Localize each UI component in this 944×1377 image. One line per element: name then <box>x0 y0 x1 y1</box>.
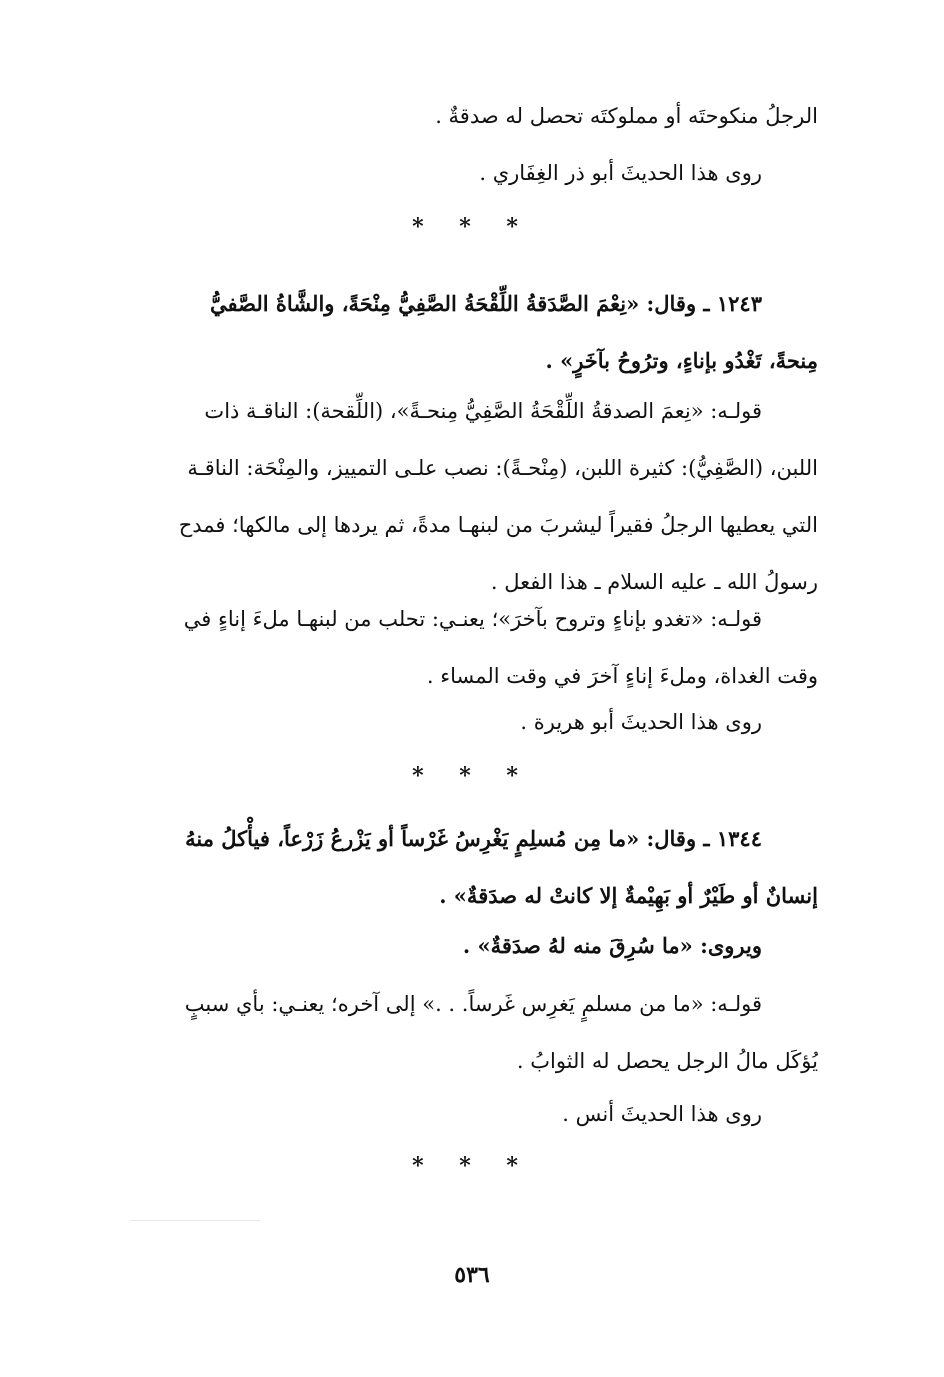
hadith-1344-variant <box>104 917 818 974</box>
text-line: الرجلُ منكوحتَه أو مملوكتَه تحصل له صدقةٌ . <box>435 104 818 128</box>
narrator-line: روى هذا الحديثَ أبو هريرة . <box>520 710 762 734</box>
section-separator: * * * <box>412 1153 532 1179</box>
explanation-line: قولـه: «ما من مسلمٍ يَغرِس غَرساً. . .» إلى آخره؛ يعنـي: بأي سببٍ <box>184 992 762 1016</box>
hadith-1243-narrator <box>104 694 818 751</box>
explanation-line: قولـه: «تغدو بإناءٍ وتروح بآخرَ»؛ يعنـي: تحلب من لبنهـا ملءَ إناءٍ في <box>183 607 762 631</box>
hadith-1243-text <box>104 275 818 389</box>
variant-line: ويروى: «ما سُرِقَ منه لهُ صدَقةٌ» . <box>462 933 762 958</box>
hadith-1243-explanation-2 <box>104 591 818 705</box>
hadith-line: إنسانٌ أو طَيْرٌ أو بَهِيْمةٌ إلا كانتْ له صدَقةٌ» . <box>439 883 818 908</box>
hadith-1344-explanation <box>104 976 818 1090</box>
narrator-line: روى هذا الحديثَ أبو ذر الغِفَاري . <box>479 161 762 185</box>
explanation-line: التي يعطيها الرجلُ فقيراً ليشربَ من لبنهـا مدةً، ثم يردها إلى مالكها؛ فمدح <box>178 513 818 537</box>
top-paragraph <box>104 88 818 202</box>
hadith-line: ١٣٤٤ ـ وقال: «ما مِن مُسلِمٍ يَغْرِسُ غَرْساً أو يَزْرعُ زَرْعاً، فيأْكلُ منهُ <box>185 826 762 851</box>
hadith-line: مِنحةً، تَغْدُو بإناءٍ، وترُوحُ بآخَرٍ» . <box>545 348 818 373</box>
footnote-rule <box>130 1220 260 1221</box>
explanation-line: رسولُ الله ـ عليه السلام ـ هذا الفعل . <box>490 570 818 594</box>
hadith-line: ١٢٤٣ ـ وقال: «نِعْمَ الصَّدَقةُ اللِّقْحَةُ الصَّفِيُّ مِنْحَةً، والشَّاةُ الصَّفيُّ <box>210 291 762 316</box>
hadith-1243-explanation-1 <box>104 383 818 611</box>
explanation-line: قولـه: «نِعمَ الصدقةُ اللِّقْحَةُ الصَّفِيُّ مِنحـةً»، (اللِّقحة): الناقـة ذات <box>204 399 762 423</box>
explanation-line: وقت الغداة، وملءَ إناءٍ آخرَ في وقت المساء . <box>426 664 818 688</box>
section-separator: * * * <box>412 763 532 789</box>
explanation-line: اللبن، (الصَّفِيُّ): كثيرة اللبن، (مِنْحـةً): نصب علـى التمييز، والمِنْحَة: الناقـة <box>187 456 818 480</box>
hadith-1344-narrator <box>104 1086 818 1143</box>
narrator-line: روى هذا الحديثَ أنس . <box>562 1102 762 1126</box>
explanation-line: يُؤكَل مالُ الرجل يحصل له الثوابُ . <box>516 1049 818 1073</box>
page-number: ٥٣٦ <box>454 1262 490 1288</box>
hadith-1344-text <box>104 810 818 924</box>
section-separator: * * * <box>412 214 532 240</box>
